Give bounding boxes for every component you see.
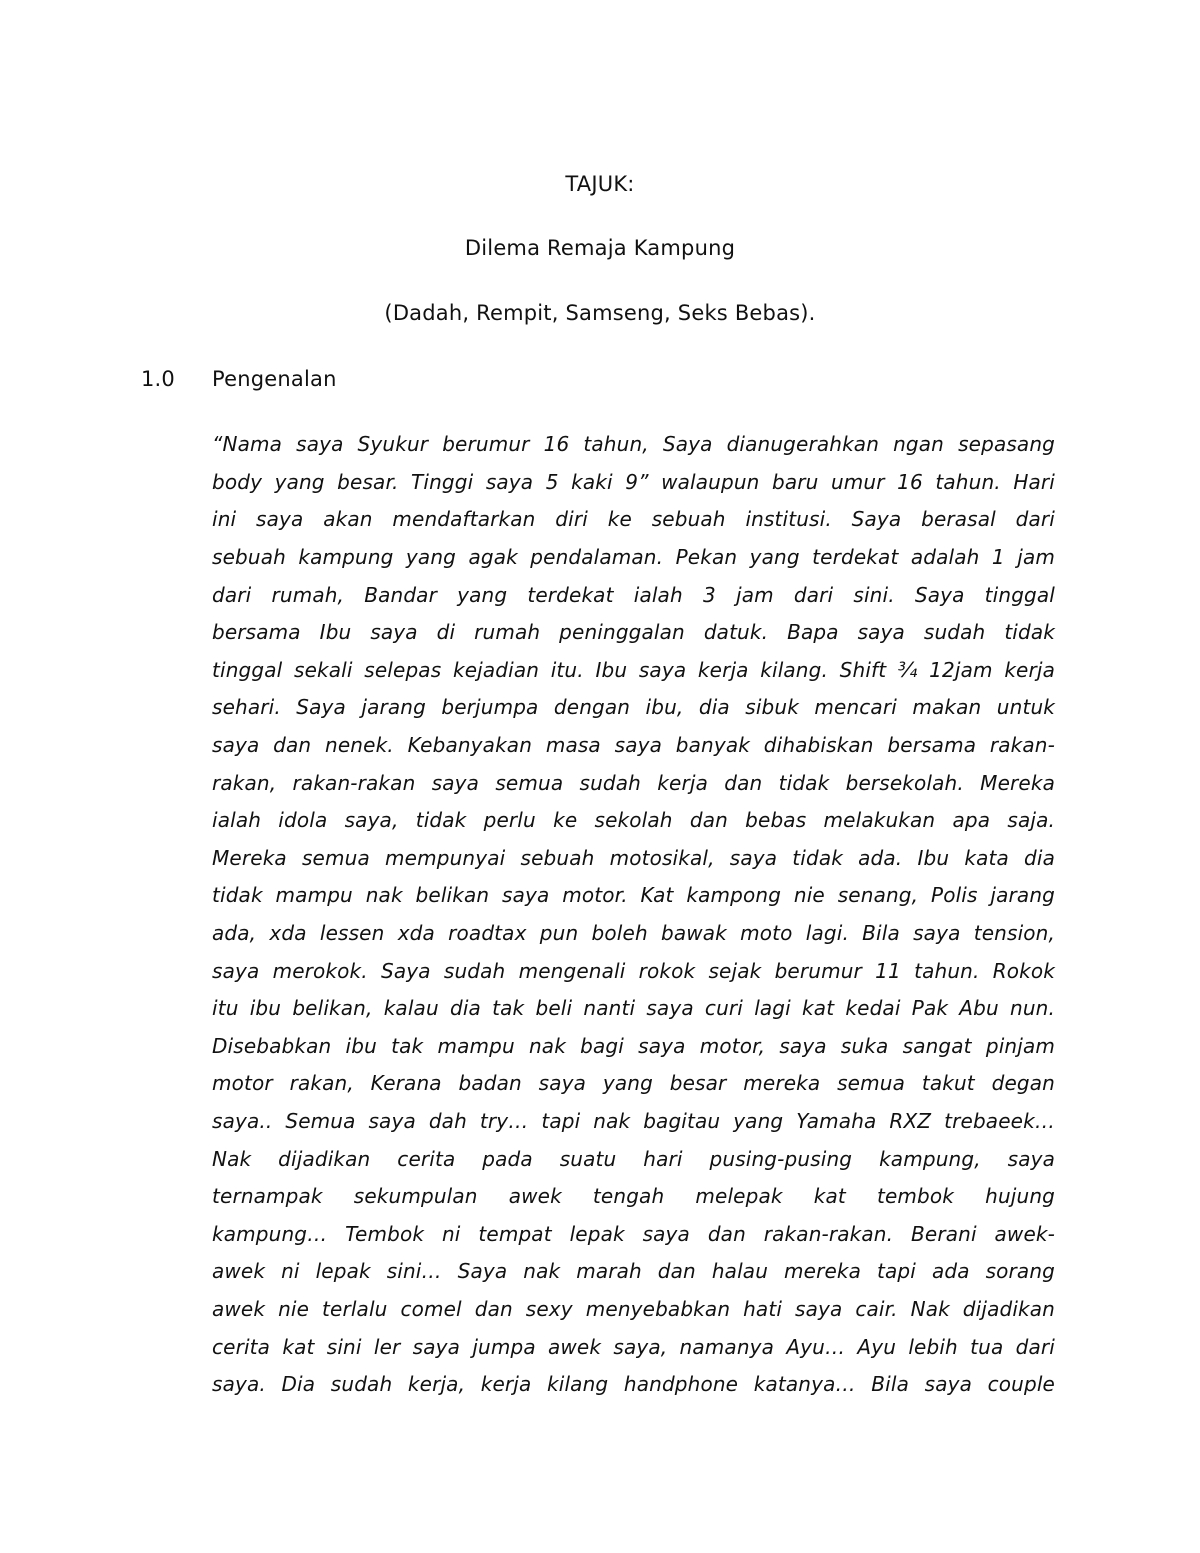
paragraph-line: ada, xda lessen xda roadtax pun boleh bawak moto lagi. Bila saya tension, (212, 921, 1055, 945)
document-subtitle: (Dadah, Rempit, Samseng, Seks Bebas). (384, 301, 816, 325)
paragraph-line: tidak mampu nak belikan saya motor. Kat kampong nie senang, Polis jarang (212, 883, 1055, 907)
paragraph-line: cerita kat sini ler saya jumpa awek saya, namanya Ayu… Ayu lebih tua dari (212, 1335, 1055, 1359)
paragraph-line: awek ni lepak sini… Saya nak marah dan halau mereka tapi ada sorang (212, 1259, 1055, 1283)
document-title: Dilema Remaja Kampung (464, 236, 736, 260)
paragraph-line: body yang besar. Tinggi saya 5 kaki 9” walaupun baru umur 16 tahun. Hari (212, 470, 1055, 494)
paragraph-line: sehari. Saya jarang berjumpa dengan ibu, dia sibuk mencari makan untuk (212, 695, 1055, 719)
paragraph-line: tinggal sekali selepas kejadian itu. Ibu saya kerja kilang. Shift ¾ 12jam kerja (212, 658, 1055, 682)
section-title: Pengenalan (212, 367, 337, 391)
title-label: TAJUK: (565, 172, 635, 196)
paragraph-line: ialah idola saya, tidak perlu ke sekolah dan bebas melakukan apa saja. (212, 808, 1055, 832)
paragraph-line: “Nama saya Syukur berumur 16 tahun, Saya dianugerahkan ngan sepasang (212, 432, 1055, 456)
paragraph-line: sebuah kampung yang agak pendalaman. Pekan yang terdekat adalah 1 jam (212, 545, 1055, 569)
paragraph-line: Disebabkan ibu tak mampu nak bagi saya motor, saya suka sangat pinjam (212, 1034, 1055, 1058)
paragraph-line: itu ibu belikan, kalau dia tak beli nanti saya curi lagi kat kedai Pak Abu nun. (212, 996, 1055, 1020)
paragraph-line: ternampak sekumpulan awek tengah melepak kat tembok hujung (212, 1184, 1055, 1208)
paragraph-line: saya.. Semua saya dah try… tapi nak bagitau yang Yamaha RXZ trebaeek… (212, 1109, 1055, 1133)
paragraph-line: awek nie terlalu comel dan sexy menyebabkan hati saya cair. Nak dijadikan (212, 1297, 1055, 1321)
paragraph-line: saya dan nenek. Kebanyakan masa saya banyak dihabiskan bersama rakan- (212, 733, 1055, 757)
section-number: 1.0 (141, 367, 175, 391)
paragraph-line: saya. Dia sudah kerja, kerja kilang handphone katanya… Bila saya couple (212, 1372, 1055, 1396)
paragraph-line: kampung… Tembok ni tempat lepak saya dan rakan-rakan. Berani awek- (212, 1222, 1055, 1246)
section-heading (141, 365, 337, 393)
paragraph-line: motor rakan, Kerana badan saya yang besar mereka semua takut degan (212, 1071, 1055, 1095)
paragraph-line: ini saya akan mendaftarkan diri ke sebuah institusi. Saya berasal dari (212, 507, 1055, 531)
paragraph-line: saya merokok. Saya sudah mengenali rokok sejak berumur 11 tahun. Rokok (212, 959, 1055, 983)
paragraph-line: rakan, rakan-rakan saya semua sudah kerja dan tidak bersekolah. Mereka (212, 771, 1055, 795)
paragraph-line: Nak dijadikan cerita pada suatu hari pusing-pusing kampung, saya (212, 1147, 1055, 1171)
paragraph-line: dari rumah, Bandar yang terdekat ialah 3 jam dari sini. Saya tinggal (212, 583, 1055, 607)
paragraph-line: Mereka semua mempunyai sebuah motosikal, saya tidak ada. Ibu kata dia (212, 846, 1055, 870)
paragraph-line: bersama Ibu saya di rumah peninggalan datuk. Bapa saya sudah tidak (212, 620, 1055, 644)
